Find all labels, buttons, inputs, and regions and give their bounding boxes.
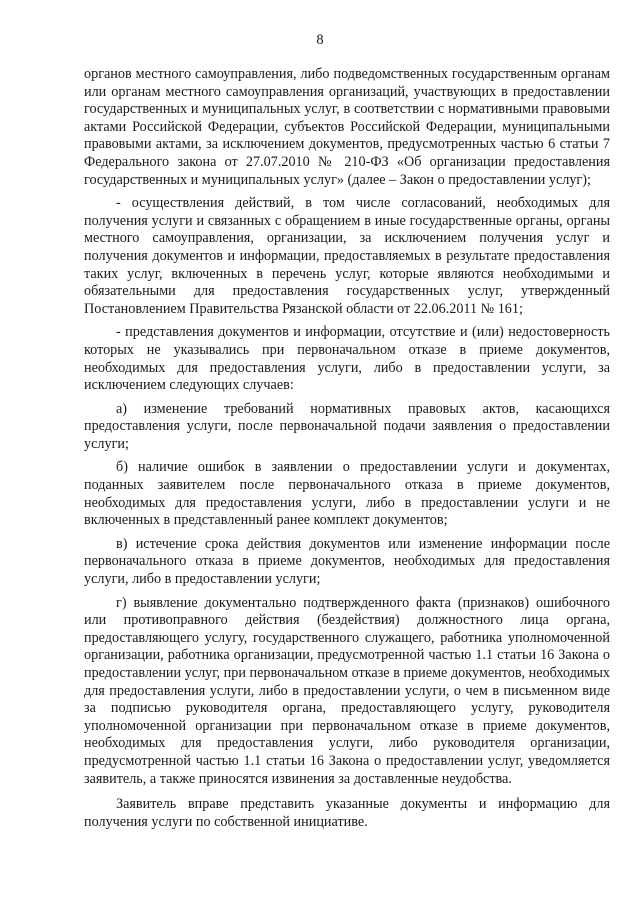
paragraph-case-v: в) истечение срока действия документов или изменение информации после первоначального отказа в приеме документов, необходимых для предоставления услуги, либо в предоставлении услуги;	[84, 535, 610, 588]
paragraph-item-documents: - представления документов и информации, отсутствие и (или) недостоверность которых не указывались при первоначальном отказе в приеме документов, необходимых для предоставления услуги, либо в предоставлении услуги, за исключением следующих случаев:	[84, 324, 610, 394]
paragraph-case-b: б) наличие ошибок в заявлении о предоставлении услуги и документах, поданных заявителем после первоначального отказа в приеме документов, необходимых для предоставления услуги, либо в предоставлении услуги и не включенных в представленный ранее комплект документов;	[84, 459, 610, 529]
document-body	[84, 66, 610, 831]
page-number: 8	[316, 32, 324, 48]
paragraph-case-g: г) выявление документально подтвержденного факта (признаков) ошибочного или противоправного действия (бездействия) должностного лица органа, предоставляющего услугу, государственного служащего, работника уполномоченной организации, работника организации, предусмотренной частью 1.1 статьи 16 Закона о предоставлении услуг, при первоначальном отказе в приеме документов, необходимых для предоставления услуги, либо в предоставлении услуги, о чем в письменном виде за подписью руководителя органа, предоставляющего услугу, руководителя уполномоченной организации при первоначальном отказе в приеме документов, необходимых для предоставления услуги, либо руководителя организации, предусмотренной частью 1.1 статьи 16 Закона о предоставлении услуг, уведомляется заявитель, а также приносятся извинения за доставленные неудобства.	[84, 594, 610, 787]
paragraph-applicant-right: Заявитель вправе представить указанные документы и информацию для получения услуги по собственной инициативе.	[84, 796, 610, 830]
paragraph-item-actions: - осуществления действий, в том числе согласований, необходимых для получения услуги и связанных с обращением в иные государственные органы, органы местного самоуправления, организации, за исключением получения услуг и получения документов и информации, предоставляемых в результате предоставления таких услуг, включенных в перечень услуг, которые являются необходимыми и обязательными для предоставления государственных услуг, утвержденный Постановлением Правительства Рязанской области от 22.06.2011 № 161;	[84, 195, 610, 317]
paragraph-case-a: а) изменение требований нормативных правовых актов, касающихся предоставления услуги, после первоначальной подачи заявления о предоставлении услуги;	[84, 400, 610, 452]
paragraph-continuation: органов местного самоуправления, либо подведомственных государственным органам или органам местного самоуправления организаций, участвующих в предоставлении государственных и муниципальных услуг, в соответствии с нормативными правовыми актами Российской Федерации, субъектов Российской Федерации, муниципальными правовыми актами, за исключением документов, предусмотренных частью 6 статьи 7 Федерального закона от 27.07.2010 № 210-ФЗ «Об организации предоставления государственных и муниципальных услуг» (далее – Закон о предоставлении услуг);	[84, 66, 610, 188]
